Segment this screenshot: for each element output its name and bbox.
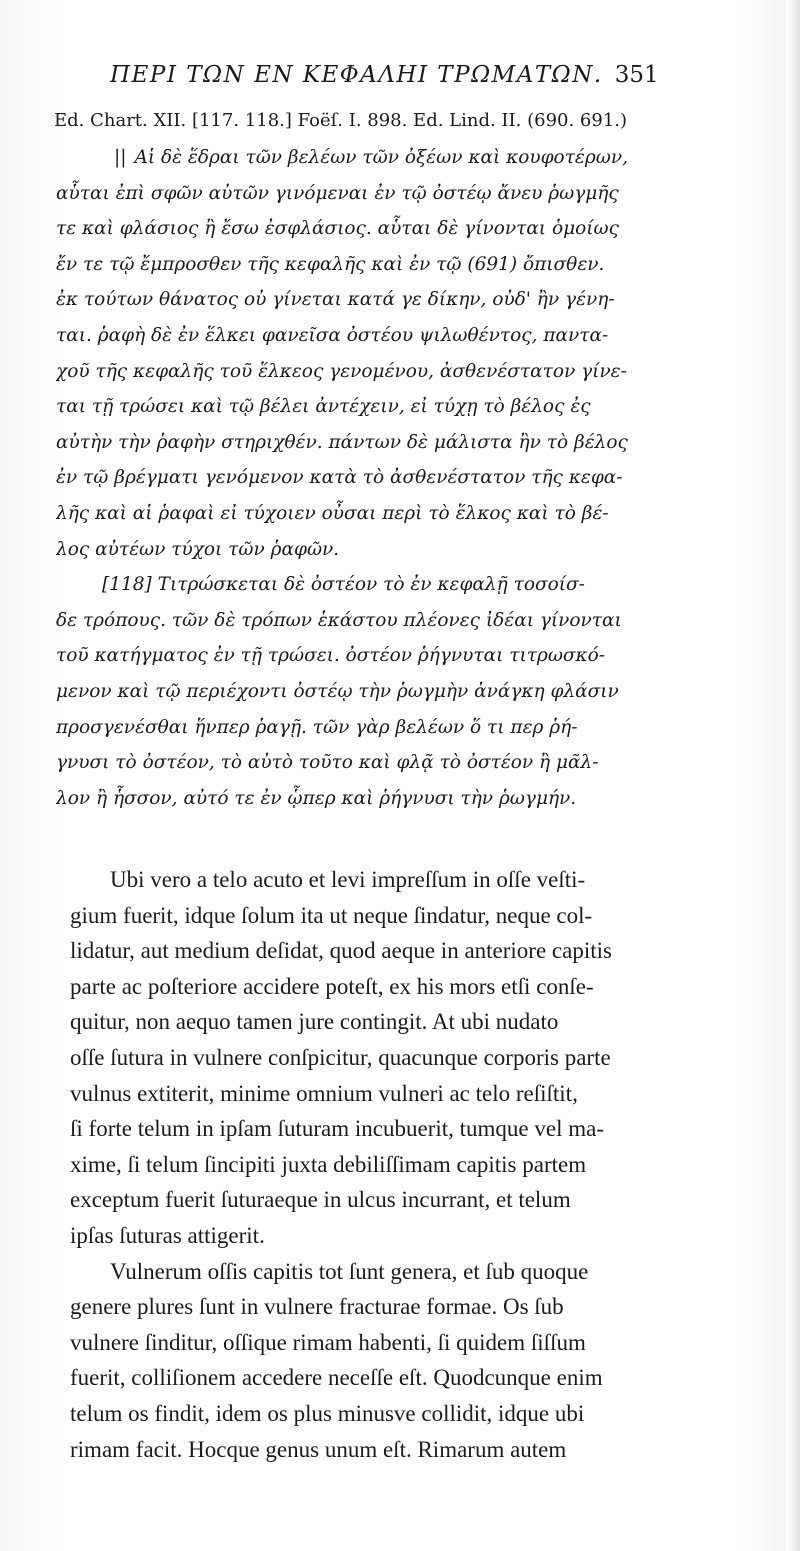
latin-line: ipſas ſuturas attigerit. [70,1222,265,1248]
greek-line: δε τρόπους. τῶν δὲ τρόπων ἑκάστου πλέονες ἰδέαι γίνονται [56,609,622,631]
greek-line: μενον καὶ τῷ περιέχοντι ὀστέῳ τὴν ῥωγμὴν ἀνάγκη φλάσιν [56,680,619,702]
latin-line: gium fuerit, idque ſolum ita ut neque ſindatur, neque col- [70,902,593,928]
greek-line: [118] Τιτρώσκεται δὲ ὀστέον τὸ ἐν κεφαλῇ τοσοίσ- [102,574,585,596]
greek-line: αὗται ἐπὶ σφῶν αὐτῶν γινόμεναι ἐν τῷ ὀστέῳ ἄνευ ῥωγμῆς [56,182,619,204]
latin-line: oſſe ſutura in vulnere conſpicitur, quacunque corporis parte [70,1044,611,1070]
latin-line: fuerit, colliſionem accedere neceſſe eſt. Quodcunque enim [70,1365,603,1391]
latin-line: xime, ſi telum ſincipiti juxta debiliſſimam capitis partem [70,1151,587,1177]
page-number: 351 [614,62,659,88]
running-header [110,62,770,88]
latin-line: Vulnerum oſſis capitis tot ſunt genera, et ſub quoque [110,1258,589,1284]
latin-line: vulnere ſinditur, oſſique rimam habenti, ſi quidem ſiſſum [70,1329,586,1355]
latin-line: ſi forte telum in ipſam ſuturam incubuerit, tumque vel ma- [70,1116,604,1142]
latin-text-block [70,862,770,1467]
latin-line: quitur, non aequo tamen jure contingit. At ubi nudato [70,1009,559,1035]
greek-line: ται. ῥαφὴ δὲ ἐν ἕλκει φανεῖσα ὀστέου ψιλωθέντος, παντα- [56,324,609,346]
greek-line: λῆς καὶ αἱ ῥαφαὶ εἰ τύχοιεν οὖσαι περὶ τὸ ἕλκος καὶ τὸ βέ- [56,502,609,524]
latin-line: vulnus extiterit, minime omnium vulneri ac telo reſiſtit, [70,1080,578,1106]
edition-reference-line: Ed. Chart. XII. [117. 118.] Foëſ. I. 898. Ed. Lind. II. (690. 691.) [54,110,628,131]
greek-line: λος αὐτέων τύχοι τῶν ῥαφῶν. [56,538,340,560]
greek-line: λον ἢ ἧσσον, αὐτό τε ἐν ᾧπερ καὶ ῥήγνυσι τὴν ῥωγμήν. [56,787,577,809]
greek-line: προσγενέσθαι ἥνπερ ῥαγῇ. τῶν γὰρ βελέων ὅ τι περ ῥή- [56,716,578,738]
greek-line: ἔν τε τῷ ἔμπροσθεν τῆς κεφαλῆς καὶ ἐν τῷ (691) ὄπισθεν. [56,253,605,275]
latin-line: telum os findit, idem os plus minusve collidit, idque ubi [70,1400,585,1426]
latin-line: lidatur, aut medium deſidat, quod aeque in anteriore capitis [70,938,612,964]
page-break-marker: || [114,147,127,168]
greek-text-block [56,140,774,816]
latin-line: rimam facit. Hocque genus unum eſt. Rimarum autem [70,1436,567,1462]
greek-line: γνυσι τὸ ὀστέον, τὸ αὐτὸ τοῦτο καὶ φλᾷ τὸ ὀστέον ἢ μᾶλ- [56,752,599,774]
greek-line: τε καὶ φλάσιος ἢ ἔσω ἐσφλάσιος. αὗται δὲ γίνονται ὁμοίως [56,218,619,240]
page-fold-shadow [786,0,800,1551]
header-title: ΠΕΡΙ ΤΩΝ ΕΝ ΚΕΦΑΛΗΙ ΤΡΩΜΑΤΩΝ. [110,62,603,88]
latin-line: exceptum fuerit ſuturaeque in ulcus incurrant, et telum [70,1187,571,1213]
greek-line: ται τῇ τρώσει καὶ τῷ βέλει ἀντέχειν, εἰ τύχῃ τὸ βέλος ἐς [56,396,591,418]
greek-line: || Αἱ δὲ ἕδραι τῶν βελέων τῶν ὀξέων καὶ κουφοτέρων, [114,147,628,168]
greek-line: αὐτὴν τὴν ῥαφὴν στηριχθέν. πάντων δὲ μάλιστα ἢν τὸ βέλος [56,431,628,453]
greek-line: χοῦ τῆς κεφαλῆς τοῦ ἕλκεος γενομένου, ἀσθενέστατον γίνε- [56,360,627,382]
greek-line: ἐκ τούτων θάνατος οὐ γίνεται κατά γε δίκην, οὐδ' ἢν γένη- [56,289,615,311]
greek-line: τοῦ κατήγματος ἐν τῇ τρώσει. ὀστέον ῥήγνυται τιτρωσκό- [56,645,606,667]
latin-line: parte ac poſteriore accidere poteſt, ex his mors etſi conſe- [70,973,594,999]
greek-line: ἐν τῷ βρέγματι γενόμενον κατὰ τὸ ἀσθενέστατον τῆς κεφα- [56,467,623,489]
latin-line: genere plures ſunt in vulnere fracturae formae. Os ſub [70,1294,564,1320]
latin-line: Ubi vero a telo acuto et levi impreſſum in oſſe veſti- [110,867,586,892]
